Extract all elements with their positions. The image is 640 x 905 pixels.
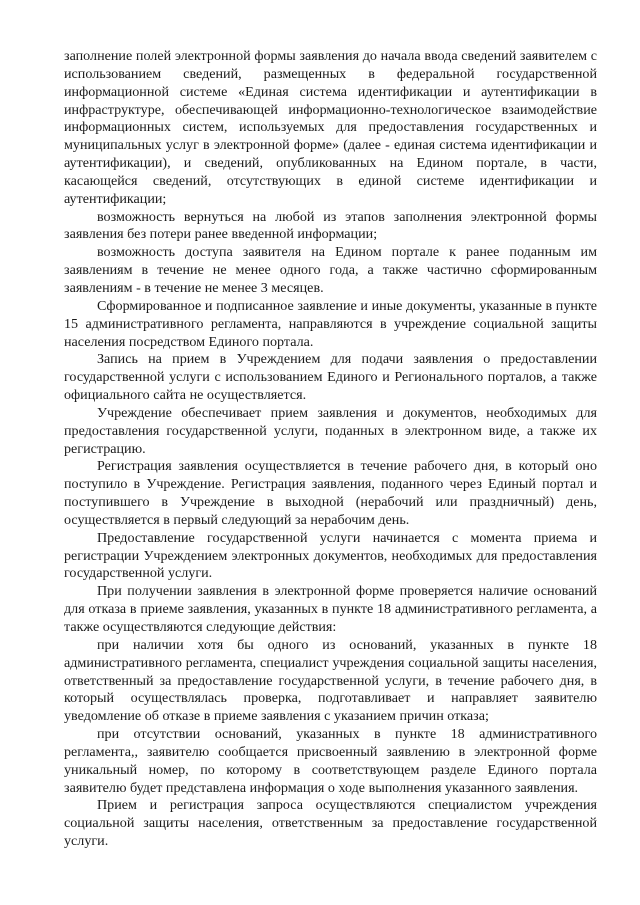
paragraph-9: При получении заявления в электронной форме проверяется наличие оснований для отказа в приеме заявления, указанных в пункте 18 административного регламента, а также осуществляются следующие действия:: [64, 583, 597, 635]
paragraph-12: Прием и регистрация запроса осуществляются специалистом учреждения социальной защиты населения, ответственным за предоставление государственной услуги.: [64, 797, 597, 850]
paragraph-2: возможность вернуться на любой из этапов заполнения электронной формы заявления без потери ранее введенной информации;: [64, 208, 597, 243]
paragraph-7: Регистрация заявления осуществляется в течение рабочего дня, в который оно поступило в Учреждение. Регистрация заявления, поданного через Единый портал и поступившего в Учреждение в выходной (нерабочий или праздничный) день, осуществляется в первый следующий за нерабочим день.: [64, 458, 597, 528]
paragraph-4: Сформированное и подписанное заявление и иные документы, указанные в пункте 15 административного регламента, направляются в учреждение социальной защиты населения посредством Единого портала.: [64, 297, 597, 350]
paragraph-8: Предоставление государственной услуги начинается с момента приема и регистрации Учреждением электронных документов, необходимых для предоставления государственной услуги.: [64, 529, 597, 582]
document-page: [64, 48, 597, 851]
paragraph-1: заполнение полей электронной формы заявления до начала ввода сведений заявителем с использованием сведений, размещенных в федеральной государственной информационной системе «Единая система идентификации и аутентификации в инфраструктуре, обеспечивающей информационно-технологическое взаимодействие информационных систем, используемых для предоставления государственных и муниципальных услуг в электронной форме» (далее - единая система идентификации и аутентификации), и сведений, опубликованных на Едином портале, в части, касающейся сведений, отсутствующих в единой системе идентификации и аутентификации;: [64, 48, 597, 207]
paragraph-3: возможность доступа заявителя на Едином портале к ранее поданным им заявлениям в течение не менее одного года, а также частично сформированным заявлениям - в течение не менее 3 месяцев.: [64, 244, 597, 296]
paragraph-5: Запись на прием в Учреждением для подачи заявления о предоставлении государственной услуги с использованием Единого и Регионального порталов, а также официального сайта не осуществляется.: [64, 351, 597, 404]
paragraph-10: при наличии хотя бы одного из оснований, указанных в пункте 18 административного регламента, специалист учреждения социальной защиты населения, ответственный за предоставление государственной услуги, в течение рабочего дня, в который осуществлялась проверка, подготавливает и направляет заявителю уведомление об отказе в приеме заявления с указанием причин отказа;: [64, 636, 597, 725]
paragraph-11: при отсутствии оснований, указанных в пункте 18 административного регламента,, заявителю сообщается присвоенный заявлению в электронной форме уникальный номер, по которому в соответствующем разделе Единого портала заявителю будет представлена информация о ходе выполнения указанного заявления.: [64, 726, 597, 796]
paragraph-6: Учреждение обеспечивает прием заявления и документов, необходимых для предоставления государственной услуги, поданных в электронном виде, а также их регистрацию.: [64, 404, 597, 457]
